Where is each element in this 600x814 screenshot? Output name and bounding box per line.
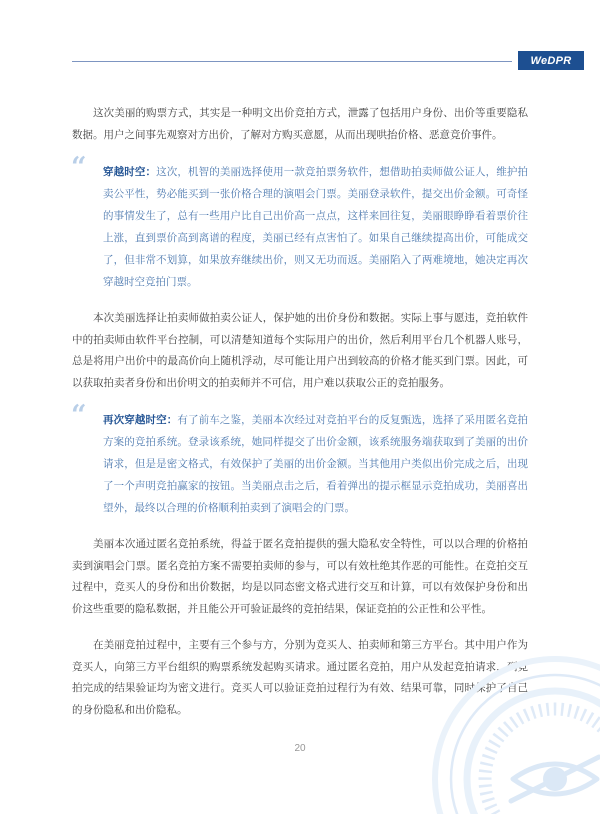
quote-label: 再次穿越时空： bbox=[103, 414, 178, 426]
page-number: 20 bbox=[294, 743, 306, 754]
quote-text: 有了前车之鉴，美丽本次经过对竞拍平台的反复甄选，选择了采用匿名竞拍方案的竞拍系统。登录该系统，她同样提交了出价金额，该系统服务端获取到了美丽的出价请求，但是是密文格式，有效保护了美丽的出价金额。当其他用户类似出价完成之后，出现了一个声明竞拍赢家的按钮。当美丽点击之后，看着弹出的提示框显示竞拍成功，美丽喜出望外，最终以合理的价格顺利拍卖到了演唱会的门票。 bbox=[103, 414, 529, 514]
quote-mark-icon: “ bbox=[71, 152, 87, 183]
wedpr-logo bbox=[518, 51, 584, 70]
quote-text: 这次，机智的美丽选择使用一款竞拍票务软件，想借助拍卖师做公证人，维护拍卖公平性，势必能买到一张价格合理的演唱会门票。美丽登录软件，提交出价金额。可奇怪的事情发生了，总有一些用户比自己出价高一点点，这样来回往复，美丽眼睁睁看着票价往上涨，直到票价高到离谱的程度，美丽已经有点害怕了。如果自己继续提高出价，可能成交了，但非常不划算，如果放弃继续出价，则又无功而返。美丽陷入了两难境地，她决定再次穿越时空竞拍门票。 bbox=[103, 166, 529, 288]
document-body bbox=[72, 103, 528, 736]
header-rule bbox=[72, 61, 512, 62]
quote-label: 穿越时空： bbox=[103, 166, 157, 178]
quote-block-time-travel bbox=[71, 152, 529, 293]
quote-block-time-travel-again bbox=[71, 400, 529, 519]
paragraph-auctioneer: 本次美丽选择让拍卖师做拍卖公证人，保护她的出价身份和数据。实际上事与愿违，竞拍软件中的拍卖师由软件平台控制，可以清楚知道每个实际用户的出价，然后利用平台几个机器人账号，总是将用户出价中的最高价向上随机浮动，尽可能让用户出到较高的价格才能买到门票。因此，可以获取拍卖者身份和出价明文的拍卖师并不可信，用户难以获取公正的竞拍服务。 bbox=[72, 312, 528, 389]
paragraph-anonymous-auction: 美丽本次通过匿名竞拍系统，得益于匿名竞拍提供的强大隐私安全特性，可以以合理的价格拍卖到演唱会门票。匿名竞拍方案不需要拍卖师的参与，可以有效杜绝其作恶的可能性。在竞拍交互过程中，竞买人的身份和出价数据，均是以同态密文格式进行交互和计算，可以有效保护身份和出价这些重要的隐私数据，并且能公开可验证最终的竞拍结果，保证竞拍的公正性和公平性。 bbox=[72, 538, 528, 615]
paragraph-participants: 在美丽竞拍过程中，主要有三个参与方，分别为竞买人、拍卖师和第三方平台。其中用户作为竞买人，向第三方平台组织的购票系统发起购买请求。通过匿名竞拍，用户从发起竞拍请求，到竞拍完成的结果验证均为密文进行。竞买人可以验证竞拍过程行为有效、结果可靠，同时保护了自己的身份隐私和出价隐私。 bbox=[72, 639, 528, 716]
paragraph-intro: 这次美丽的购票方式，其实是一种明文出价竞拍方式，泄露了包括用户身份、出价等重要隐私数据。用户之间事先观察对方出价，了解对方购买意愿，从而出现哄抬价格、恶意竞价事件。 bbox=[72, 107, 528, 141]
quote-mark-icon: “ bbox=[71, 400, 87, 431]
wedpr-logo-text: WeDPR bbox=[530, 54, 572, 67]
